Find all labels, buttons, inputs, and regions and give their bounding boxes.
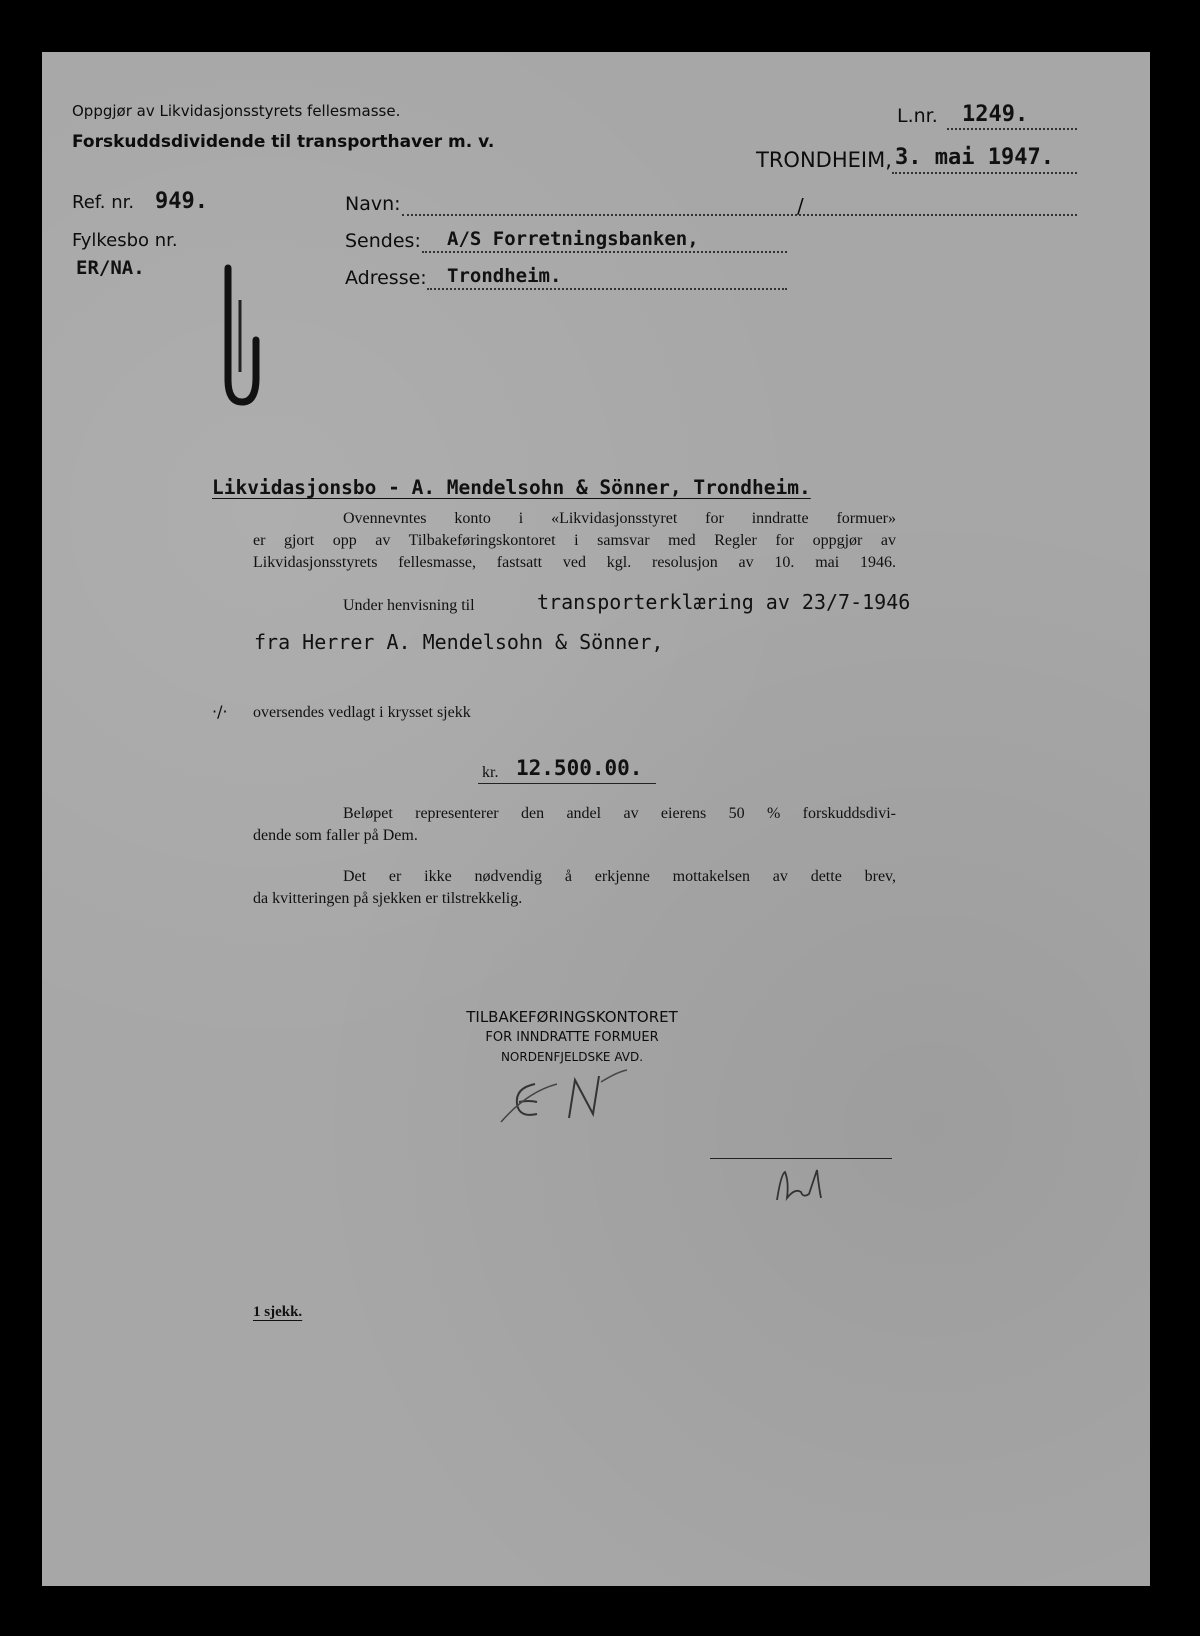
para2-line1: Beløpet representerer den andel av eierens 50 % forskuddsdivi- xyxy=(343,805,896,822)
para1-line3: Likvidasjonsstyrets fellesmasse, fastsatt ved kgl. resolusjon av 10. mai 1946. xyxy=(253,554,896,571)
reference-intro: Under henvisning til xyxy=(343,597,475,614)
sendes-label: Sendes: xyxy=(345,230,421,252)
para3-line2: da kvitteringen på sjekken er tilstrekkelig. xyxy=(253,890,523,907)
enclosure-note: 1 sjekk. xyxy=(253,1304,303,1320)
oversendes-text: oversendes vedlagt i krysset sjekk xyxy=(253,704,471,721)
letter-page xyxy=(42,52,1150,1586)
date-dotted-line xyxy=(892,172,1077,174)
lnr-value: 1249. xyxy=(962,102,1029,127)
lnr-label: L.nr. xyxy=(897,105,938,127)
header-line-1: Oppgjør av Likvidasjonsstyrets fellesmasse. xyxy=(72,102,401,120)
adresse-dotted-line xyxy=(427,288,787,290)
ref-value: 949. xyxy=(155,189,208,214)
amount-label: kr. xyxy=(482,764,499,781)
ref-label: Ref. nr. xyxy=(72,192,135,213)
reference-typed-2: fra Herrer A. Mendelsohn & Sönner, xyxy=(254,630,664,654)
para1-line1: Ovennevntes konto i «Likvidasjonsstyret for inndratte formuer» xyxy=(343,510,896,527)
navn-dotted-line xyxy=(402,214,1077,216)
para2-line2: dende som faller på Dem. xyxy=(253,827,418,844)
handwritten-initials xyxy=(497,1062,637,1142)
signature-line xyxy=(710,1158,892,1159)
subject-line: Likvidasjonsbo - A. Mendelsohn & Sönner, Trondheim. xyxy=(212,476,811,499)
reference-typed-1: transporterklæring av 23/7-1946 xyxy=(537,590,911,614)
navn-mark: / xyxy=(797,194,804,218)
adresse-value: Trondheim. xyxy=(447,265,562,287)
fylkesbo-label: Fylkesbo nr. xyxy=(72,230,178,251)
navn-label: Navn: xyxy=(345,193,401,215)
para1-line2: er gjort opp av Tilbakeføringskontoret i samsvar med Regler for oppgjør av xyxy=(253,532,896,549)
typist-initials: ER/NA. xyxy=(76,257,145,279)
sendes-value: A/S Forretningsbanken, xyxy=(447,228,699,250)
signature-org-2: FOR INNDRATTE FORMUER xyxy=(485,1030,659,1045)
margin-mark: ·/· xyxy=(212,702,228,721)
clip-mark xyxy=(210,260,270,410)
handwritten-signature xyxy=(767,1164,847,1210)
signature-org-3: NORDENFJELDSKE AVD. xyxy=(500,1050,644,1064)
sendes-dotted-line xyxy=(422,251,787,253)
lnr-dotted-line xyxy=(947,128,1077,130)
amount-value: 12.500.00. xyxy=(516,756,643,780)
para3-line1: Det er ikke nødvendig å erkjenne mottakelsen av dette brev, xyxy=(343,868,896,885)
amount-underline xyxy=(478,783,656,784)
signature-org-1: TILBAKEFØRINGSKONTORET xyxy=(466,1008,678,1026)
adresse-label: Adresse: xyxy=(345,267,427,289)
place-label: TRONDHEIM, xyxy=(756,148,892,172)
header-line-2: Forskuddsdividende til transporthaver m. v. xyxy=(72,132,495,152)
letter-date: 3. mai 1947. xyxy=(895,145,1054,170)
